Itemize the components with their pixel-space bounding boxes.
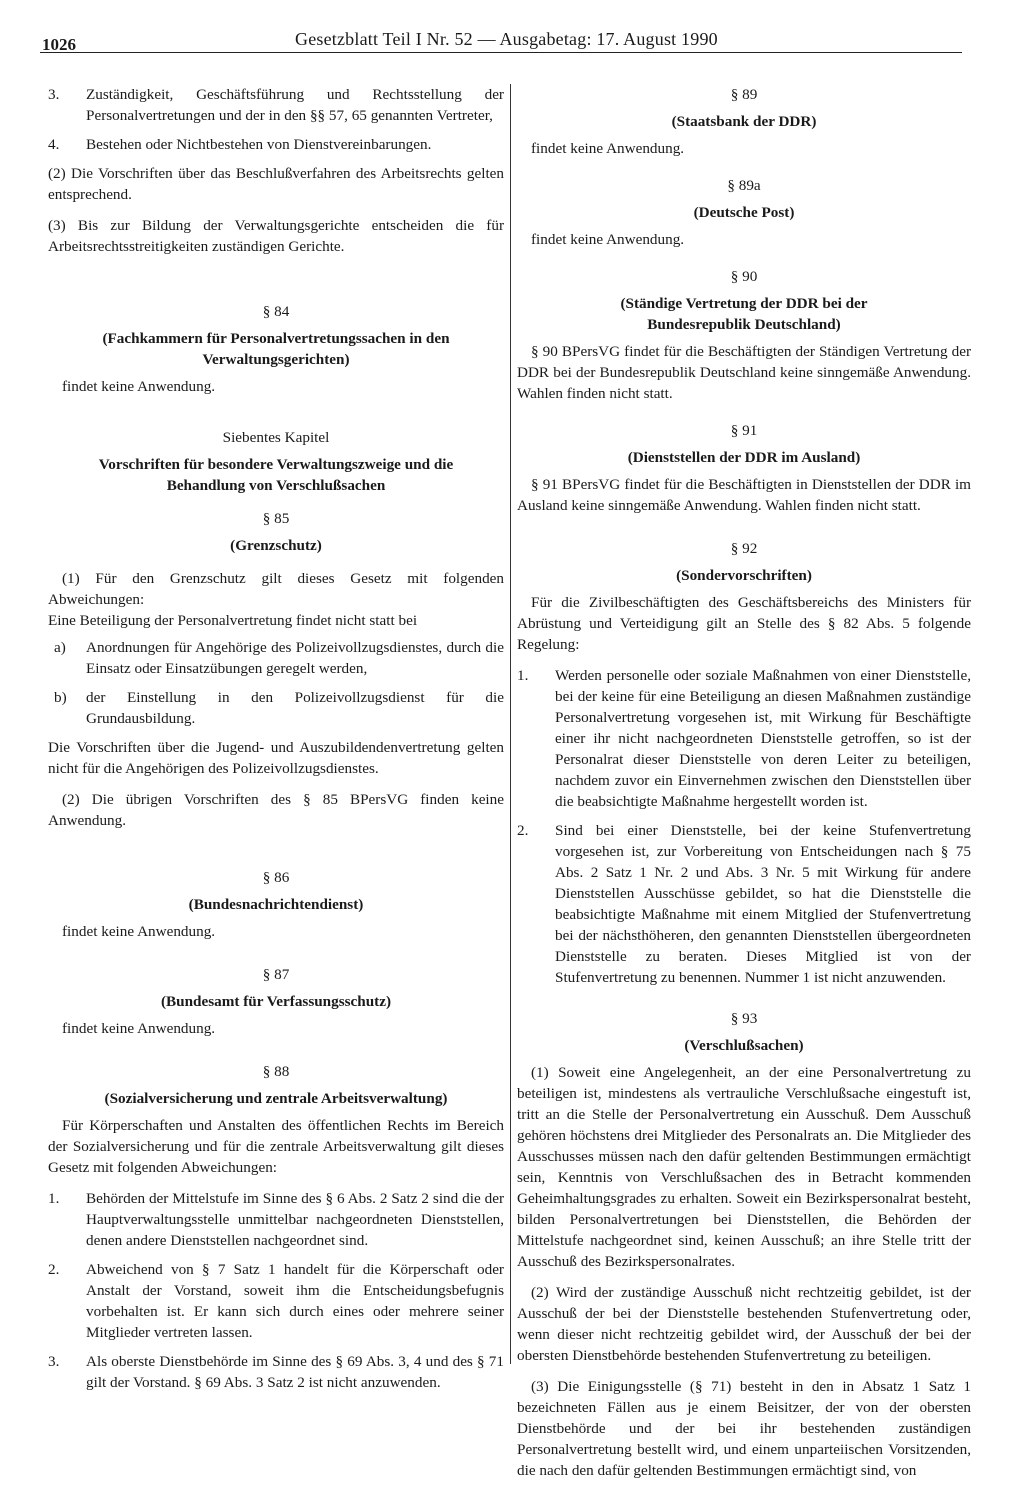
section-number: § 86: [262, 869, 290, 886]
section-number: § 87: [262, 966, 290, 983]
chapter-label: Siebentes Kapitel: [222, 429, 330, 446]
paragraph: findet keine Anwendung.: [62, 1020, 216, 1037]
list-item: [48, 1259, 504, 1343]
paragraph: Eine Beteiligung der Personalvertretung findet nicht statt bei: [48, 612, 418, 629]
list-item: [48, 637, 504, 679]
paragraph: (2) Die Vorschriften über das Beschlußverfahren des Arbeitsrechts gelten entsprechend.: [48, 165, 504, 203]
paragraph: (2) Die übrigen Vorschriften des § 85 BPersVG finden keine Anwendung.: [48, 791, 504, 829]
section-number: § 91: [730, 422, 758, 439]
section-heading: (Deutsche Post): [693, 204, 795, 221]
section-heading: (Dienststellen der DDR im Ausland): [627, 449, 861, 466]
section-heading: (Bundesamt für Verfassungsschutz): [160, 993, 392, 1010]
paragraph: findet keine Anwendung.: [62, 923, 216, 940]
paragraph: (3) Bis zur Bildung der Verwaltungsgerichte entscheiden die für Arbeitsrechtsstreitigkeiten zuständigen Gerichte.: [48, 217, 504, 255]
header-rule: [40, 52, 962, 53]
section-number: § 84: [262, 303, 290, 320]
list-marker: 2.: [48, 1261, 60, 1278]
section-number: § 92: [730, 540, 758, 557]
page-number: 1026: [42, 35, 76, 54]
paragraph: Für die Zivilbeschäftigten des Geschäftsbereichs des Ministers für Abrüstung und Verteidigung gilt an Stelle des § 82 Abs. 5 folgende Regelung:: [517, 594, 971, 653]
list-item: [48, 134, 504, 155]
left-column: [48, 84, 504, 1401]
section-heading: (Fachkammern für Personalvertretungssachen in den Verwaltungsgerichten): [102, 330, 450, 368]
section-heading: (Bundesnachrichtendienst): [188, 896, 364, 913]
paragraph: findet keine Anwendung.: [531, 140, 685, 157]
list-text: Abweichend von § 7 Satz 1 handelt für die Körperschaft oder Anstalt der Vorstand, soweit ihm die Entscheidungsbefugnis vorbehalten ist. Er kann sich durch eines oder mehrere seiner Mitglieder vertreten lassen.: [86, 1261, 504, 1341]
list-marker: 4.: [48, 136, 60, 153]
list-text: Werden personelle oder soziale Maßnahmen von einer Dienststelle, bei der keine für eine Beteiligung an diesen Maßnahmen zuständige Personalvertretung vorgesehen ist, mit Wirkung für Beschäftigte einer ihr nicht nachgeordneten Dienststelle getroffen, so ist der Personalrat dieser Dienststelle von deren Leiter zu beteiligen, nachdem zuvor ein Einvernehmen zwischen den Dienststellen über die beabsichtigte Maßnahme hergestellt worden ist.: [555, 667, 971, 810]
list-text: Bestehen oder Nichtbestehen von Dienstvereinbarungen.: [86, 136, 432, 153]
section-heading: (Staatsbank der DDR): [671, 113, 817, 130]
list-item: [48, 84, 504, 126]
list-marker: b): [54, 689, 67, 706]
section-heading: (Grenzschutz): [230, 537, 322, 554]
list-marker: 1.: [48, 1190, 60, 1207]
list-text: Sind bei einer Dienststelle, bei der keine Stufenvertretung vorgesehen ist, zur Vorbereitung von Entscheidungen nach § 75 Abs. 2 Satz 1 Nr. 2 und Abs. 3 Nr. 5 mit Wirkung für andere Dienststellen Ausschüsse gebildet, so hat die Dienststelle die beabsichtigte Maßnahme mit einem Mitglied der Stufenvertretung bei der nächsthöheren, den genannten Dienststellen übergeordneten Dienststelle zu beraten. Dieses Mitglied ist von der Stufenvertretung zu benennen. Nummer 1 ist nicht anzuwenden.: [555, 822, 971, 986]
list-marker: 2.: [517, 822, 529, 839]
paragraph: (1) Soweit eine Angelegenheit, an der eine Personalvertretung zu beteiligen ist, mindestens als vertrauliche Verschlußsache eingestuft ist, tritt an die Stelle der Personalvertretung ein Ausschuß. Dem Ausschuß gehören höchstens drei Mitglieder des Personalrats an. Die Mitglieder des Ausschusses müssen nach den dafür geltenden Bestimmungen ermächtigt sein, Kenntnis von Verschlußsachen des in Betracht kommenden Geheimhaltungsgrades zu erhalten. Soweit ein Bezirkspersonalrat besteht, bilden Personalvertretungen bei Dienststellen, die Behörden der Mittelstufe nachgeordnet sind, keinen Ausschuß; an ihre Stelle tritt der Ausschuß des Bezirkspersonalrates.: [517, 1064, 971, 1270]
list-text: Als oberste Dienstbehörde im Sinne des § 69 Abs. 3, 4 und des § 71 gilt der Vorstand. § 69 Abs. 3 Satz 2 ist nicht anzuwenden.: [86, 1353, 504, 1391]
section-heading: (Ständige Vertretung der DDR bei der Bundesrepublik Deutschland): [620, 295, 868, 333]
section-number: § 93: [730, 1010, 758, 1027]
section-heading: (Sozialversicherung und zentrale Arbeitsverwaltung): [104, 1090, 448, 1107]
list-marker: 1.: [517, 667, 529, 684]
list-marker: 3.: [48, 86, 60, 103]
chapter-heading: Vorschriften für besondere Verwaltungszweige und die Behandlung von Verschlußsachen: [98, 456, 454, 494]
list-text: Zuständigkeit, Geschäftsführung und Rechtsstellung der Personalvertretungen und der in den §§ 57, 65 genannten Vertreter,: [86, 86, 504, 124]
list-text: Behörden der Mittelstufe im Sinne des § 6 Abs. 2 Satz 2 sind die der Hauptverwaltungsstelle unmittelbar nachgeordneten Dienststellen, denen andere Dienststellen nachgeordnet sind.: [86, 1190, 504, 1249]
section-number: § 85: [262, 510, 290, 527]
paragraph: (1) Für den Grenzschutz gilt dieses Gesetz mit folgenden Abweichungen:: [48, 570, 504, 608]
right-column: [517, 84, 971, 1491]
list-marker: 3.: [48, 1353, 60, 1370]
paragraph: Die Vorschriften über die Jugend- und Auszubildendenvertretung gelten nicht für die Angehörigen des Polizeivollzugsdienstes.: [48, 739, 504, 777]
paragraph: findet keine Anwendung.: [531, 231, 685, 248]
paragraph: (2) Wird der zuständige Ausschuß nicht rechtzeitig gebildet, ist der Ausschuß der bei der Dienststelle bestehenden Stufenvertretung oder, wenn dieser nicht rechtzeitig gebildet wird, der Ausschuß der bei der obersten Dienstbehörde bestehenden Stufenvertretung zu beteiligen.: [517, 1284, 971, 1364]
paragraph: § 90 BPersVG findet für die Beschäftigten der Ständigen Vertretung der DDR bei der Bundesrepublik Deutschland keine sinngemäße Anwendung. Wahlen finden nicht statt.: [517, 343, 971, 402]
list-item: [48, 1188, 504, 1251]
list-item: [517, 820, 971, 988]
section-number: § 88: [262, 1063, 290, 1080]
section-heading: (Verschlußsachen): [684, 1037, 804, 1054]
paragraph: findet keine Anwendung.: [62, 378, 216, 395]
section-number: § 89a: [727, 177, 761, 194]
paragraph: § 91 BPersVG findet für die Beschäftigten in Dienststellen der DDR im Ausland keine sinngemäße Anwendung. Wahlen finden nicht statt.: [517, 476, 971, 514]
paragraph: (3) Die Einigungsstelle (§ 71) besteht in den in Absatz 1 Satz 1 bezeichneten Fällen aus je einem Beisitzer, der von der obersten Dienstbehörde und der bei ihr bestehenden zuständigen Personalvertretung bestellt wird, und einem unparteiischen Vorsitzenden, die nach den dafür geltenden Bestimmungen ermächtigt sind, von: [517, 1378, 971, 1479]
list-item: [48, 687, 504, 729]
running-header: Gesetzblatt Teil I Nr. 52 — Ausgabetag: 17. August 1990: [295, 29, 718, 49]
list-item: [48, 1351, 504, 1393]
section-number: § 89: [730, 86, 758, 103]
list-text: Anordnungen für Angehörige des Polizeivollzugsdienstes, durch die Einsatz oder Einsatzübungen geregelt werden,: [86, 639, 504, 677]
column-divider: [510, 84, 511, 1364]
list-text: der Einstellung in den Polizeivollzugsdienst für die Grundausbildung.: [86, 689, 504, 727]
paragraph: Für Körperschaften und Anstalten des öffentlichen Rechts im Bereich der Sozialversicherung und für die zentrale Arbeitsverwaltung gilt dieses Gesetz mit folgenden Abweichungen:: [48, 1117, 504, 1176]
list-marker: a): [54, 639, 66, 656]
section-heading: (Sondervorschriften): [676, 567, 812, 584]
list-item: [517, 665, 971, 812]
section-number: § 90: [730, 268, 758, 285]
